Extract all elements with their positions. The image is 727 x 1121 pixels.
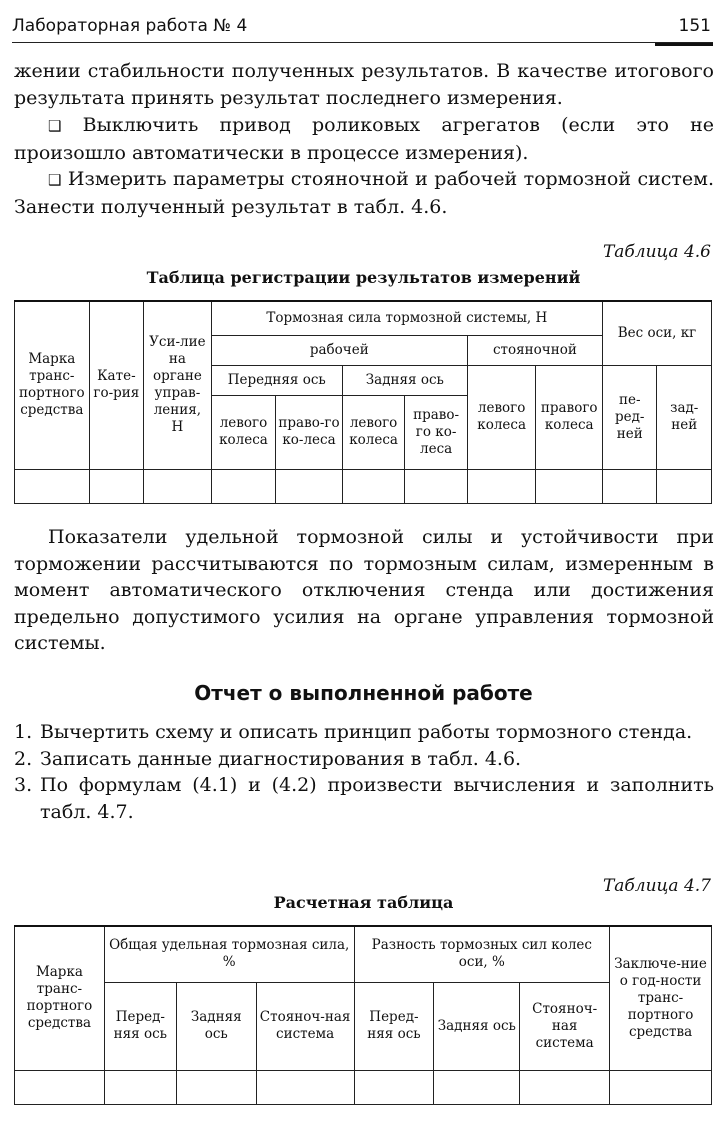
th-specific-rear: Задняя ось — [176, 982, 256, 1070]
th-brake-force: Тормозная сила тормозной системы, Н — [211, 301, 602, 335]
th-brand: Марка транс-портного средства — [15, 301, 90, 469]
th-parking-left: левого колеса — [467, 365, 536, 469]
table-row — [15, 1070, 712, 1104]
th-parking: стояночной — [467, 335, 602, 365]
th-parking-right: правого колеса — [536, 365, 603, 469]
th-weight-rear: зад-ней — [657, 365, 712, 469]
list-item: 3. По формулам (4.1) и (4.2) произвести вычисления и заполнить табл. 4.7. — [14, 774, 714, 823]
th-rear-left: левого колеса — [342, 395, 405, 469]
list-item: 2. Записать данные диагностирования в табл. 4.6. — [14, 747, 522, 770]
bullet-icon: ❑ — [48, 171, 62, 189]
table-4-6-title: Таблица регистрации результатов измерений — [146, 268, 581, 287]
page-number: 151 — [678, 16, 711, 36]
th-weight-front: пе-ред-ней — [603, 365, 657, 469]
th-axle-weight: Вес оси, кг — [603, 301, 712, 365]
th-category: Кате-го-рия — [89, 301, 143, 469]
th-brand-47: Марка транс-портного средства — [15, 926, 105, 1070]
bullet-icon: ❑ — [48, 117, 62, 135]
table-4-7 — [14, 925, 712, 1105]
th-effort: Уси-лие на органе управ-ления, Н — [144, 301, 212, 469]
th-specific-front: Перед-няя ось — [104, 982, 176, 1070]
bullet-item-1-text: Выключить привод роликовых агрегатов (если это не произошло автоматически в процессе измерения). — [14, 114, 715, 164]
bullet-item-1 — [14, 112, 714, 166]
th-diff-rear: Задняя ось — [434, 982, 520, 1070]
header-rule — [655, 43, 713, 46]
th-front-axle: Передняя ось — [211, 365, 342, 395]
th-specific-parking: Стояноч-ная система — [256, 982, 354, 1070]
th-service: рабочей — [211, 335, 467, 365]
list-item: 1. Вычертить схему и описать принцип работы тормозного стенда. — [14, 721, 693, 743]
th-front-left: левого колеса — [211, 395, 276, 469]
th-diff-parking: Стояноч-ная система — [520, 982, 610, 1070]
bullet-item-2 — [14, 166, 714, 220]
table-row — [15, 469, 712, 503]
report-list — [14, 719, 714, 825]
th-front-right: право-го ко-леса — [276, 395, 343, 469]
running-header — [12, 14, 713, 43]
paragraph-indicators: Показатели удельной тормозной силы и устойчивости при торможении рассчитываются по тормозным силам, измеренным в момент автоматического отключения стенда или достижения предельно допустимого усилия на органе управления тормозной системы. — [14, 526, 714, 654]
bullet-item-2-text: Измерить параметры стояночной и рабочей тормозной систем. Занести полученный результат в табл. 4.6. — [14, 168, 714, 218]
th-conclusion: Заключе-ние о год-ности транс-портного средства — [610, 926, 712, 1070]
section-heading: Отчет о выполненной работе — [194, 681, 533, 705]
th-rear-axle: Задняя ось — [342, 365, 467, 395]
th-specific-force: Общая удельная тормозная сила, % — [104, 926, 354, 982]
table-4-7-caption: Таблица 4.7 — [602, 876, 711, 896]
th-force-difference: Разность тормозных сил колес оси, % — [354, 926, 610, 982]
th-diff-front: Перед-няя ось — [354, 982, 434, 1070]
th-rear-right: право-го ко-леса — [405, 395, 468, 469]
paragraph-continuation: жении стабильности полученных результатов. В качестве итогового результата принять результат последнего измерения. — [14, 60, 714, 109]
table-4-6-caption: Таблица 4.6 — [602, 242, 711, 262]
table-4-7-title: Расчетная таблица — [273, 893, 454, 912]
table-4-6 — [14, 300, 712, 504]
header-title: Лабораторная работа № 4 — [12, 16, 248, 36]
